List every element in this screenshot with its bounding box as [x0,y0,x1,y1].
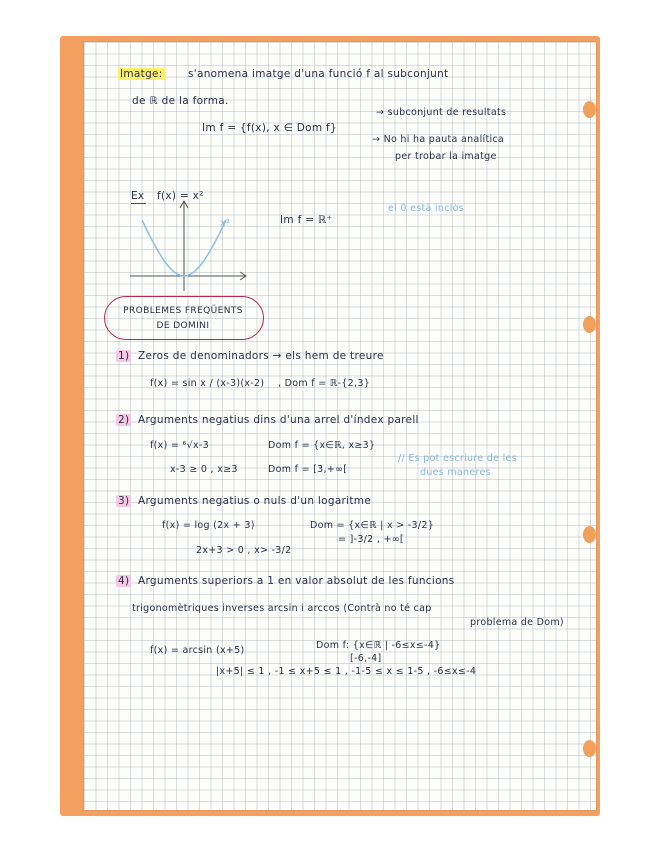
item2-number: 2) [118,414,130,426]
item3-domain: Dom = {x∈ℝ | x > -3/2} [310,520,435,531]
item4-domain: Dom f: {x∈ℝ | -6≤x≤-4} [316,640,441,651]
item4-domain-interval: [-6,-4] [350,653,382,664]
item1-number: 1) [118,350,130,362]
binder-hole [583,740,596,757]
item2-calc: x-3 ≥ 0 , x≥3 [170,464,238,475]
item4-title-line-3: problema de Dom) [470,617,564,628]
item3-title: Arguments negatius o nuls d'un logaritme [138,495,372,507]
note-no-pattern-1: → No hi ha pauta analítica [372,134,505,145]
example-function: f(x) = x² [157,190,204,202]
item2-title: Arguments negatius dins d'una arrel d'índex parell [138,414,419,426]
graph-curve-label: x² [220,218,231,229]
example-image: Im f = ℝ⁺ [280,214,333,226]
item1-function: f(x) = sin x / (x-3)(x-2) [150,378,265,389]
item1-domain: , Dom f = ℝ-{2,3} [278,378,371,389]
item4-calc: |x+5| ≤ 1 , -1 ≤ x+5 ≤ 1 , -1-5 ≤ x ≤ 1-5 , -6≤x≤-4 [216,666,477,677]
item3-function: f(x) = log (2x + 3) [162,520,255,531]
image-formula: Im f = {f(x), x ∈ Dom f} [202,122,337,134]
item3-domain-interval: = ]-3/2 , +∞[ [338,534,404,545]
heading-imatge: Imatge: [120,68,163,80]
cloud-line-2: DE DOMINI [156,321,210,331]
binder-hole [583,526,596,543]
item4-number: 4) [118,575,130,587]
example-image-note: el 0 està inclòs [388,203,465,214]
item2-domain-interval: Dom f = [3,+∞[ [268,464,348,475]
item4-title-line-2: trigonomètriques inverses arcsin i arccos (Contrà no té cap [132,603,432,614]
frequent-problems-cloud [104,296,264,340]
parabola-graph [120,196,252,294]
item2-domain: Dom f = {x∈ℝ, x≥3} [268,440,376,451]
item4-function: f(x) = arcsin (x+5) [150,645,245,656]
item3-number: 3) [118,495,130,507]
example-label: Ex [131,190,145,202]
binder-hole [583,101,596,118]
note-no-pattern-2: per trobar la imatge [395,151,497,162]
item2-note-2: dues maneres [420,467,491,478]
binder-hole [583,316,596,333]
note-subset: → subconjunt de resultats [376,107,507,118]
definition-line-2: de ℝ de la forma. [132,95,229,107]
item2-function: f(x) = ⁶√x-3 [150,440,209,451]
notebook-page [84,42,596,810]
item2-note-1: // Es pot escriure de les [398,453,517,464]
item4-title: Arguments superiors a 1 en valor absolut de les funcions [138,575,455,587]
definition-line-1: s'anomena imatge d'una funció f al subconjunt [188,68,449,80]
cloud-line-1: PROBLEMES FREQÜENTS [123,306,243,316]
item3-calc: 2x+3 > 0 , x> -3/2 [196,545,292,556]
item1-title: Zeros de denominadors → els hem de treure [138,350,384,362]
